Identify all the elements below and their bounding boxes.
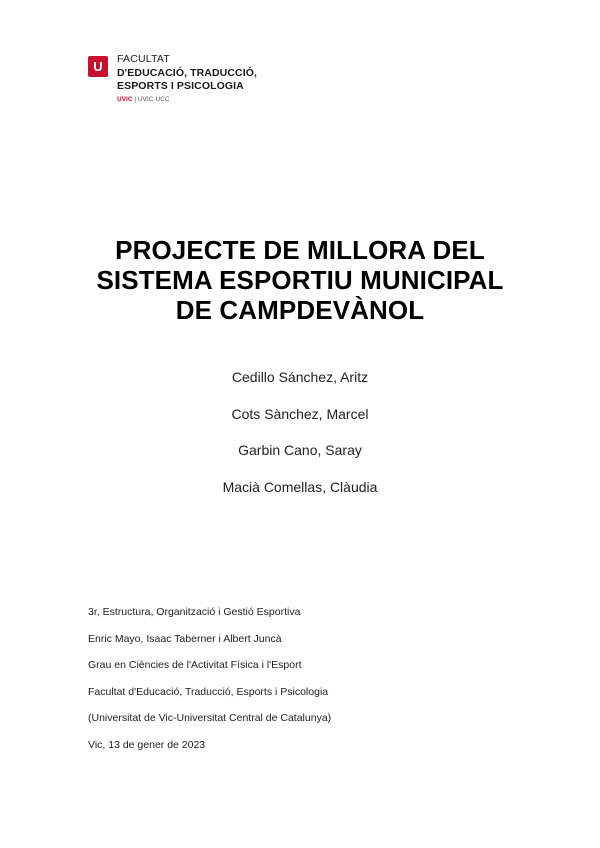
- faculty-line: Facultat d'Educació, Traducció, Esports i Psicologia: [88, 685, 329, 698]
- document-title: [40, 235, 560, 325]
- university-tagline: [117, 96, 170, 104]
- author-list: [100, 367, 500, 513]
- supervisors-line: Enric Mayo, Isaac Taberner i Albert Juncà: [88, 632, 282, 645]
- author-name: Garbin Cano, Saray: [238, 442, 362, 458]
- document-title-line-1: PROJECTE DE MILLORA DEL: [115, 235, 485, 265]
- document-title-line-3: DE CAMPDEVÀNOL: [175, 295, 425, 325]
- uvic-logo-mark: U: [88, 56, 108, 77]
- author-name: Cedillo Sánchez, Aritz: [231, 369, 369, 385]
- faculty-name: [117, 53, 257, 94]
- faculty-logo: [88, 53, 288, 113]
- place-date-line: Vic, 13 de gener de 2023: [88, 738, 206, 751]
- course-line: 3r, Estructura, Organització i Gestió Esportiva: [88, 606, 301, 618]
- degree-line: Grau en Ciències de l'Activitat Física i l'Esport: [88, 659, 302, 671]
- author-name: Cots Sànchez, Marcel: [231, 405, 369, 422]
- faculty-name-line-3: ESPORTS I PSICOLOGIA: [117, 80, 244, 92]
- document-info: [88, 605, 331, 764]
- author-name: Macià Comellas, Clàudia: [222, 478, 378, 495]
- faculty-name-line-1: FACULTAT: [117, 53, 170, 65]
- faculty-name-line-2: D'EDUCACIÓ, TRADUCCIÓ,: [117, 66, 258, 79]
- document-title-line-2: SISTEMA ESPORTIU MUNICIPAL: [96, 265, 504, 295]
- university-line: (Universitat de Vic-Universitat Central de Catalunya): [88, 712, 332, 724]
- university-tagline-rest: | UVIC·UCC: [132, 96, 170, 103]
- university-tagline-uvic: UVIC: [117, 96, 133, 103]
